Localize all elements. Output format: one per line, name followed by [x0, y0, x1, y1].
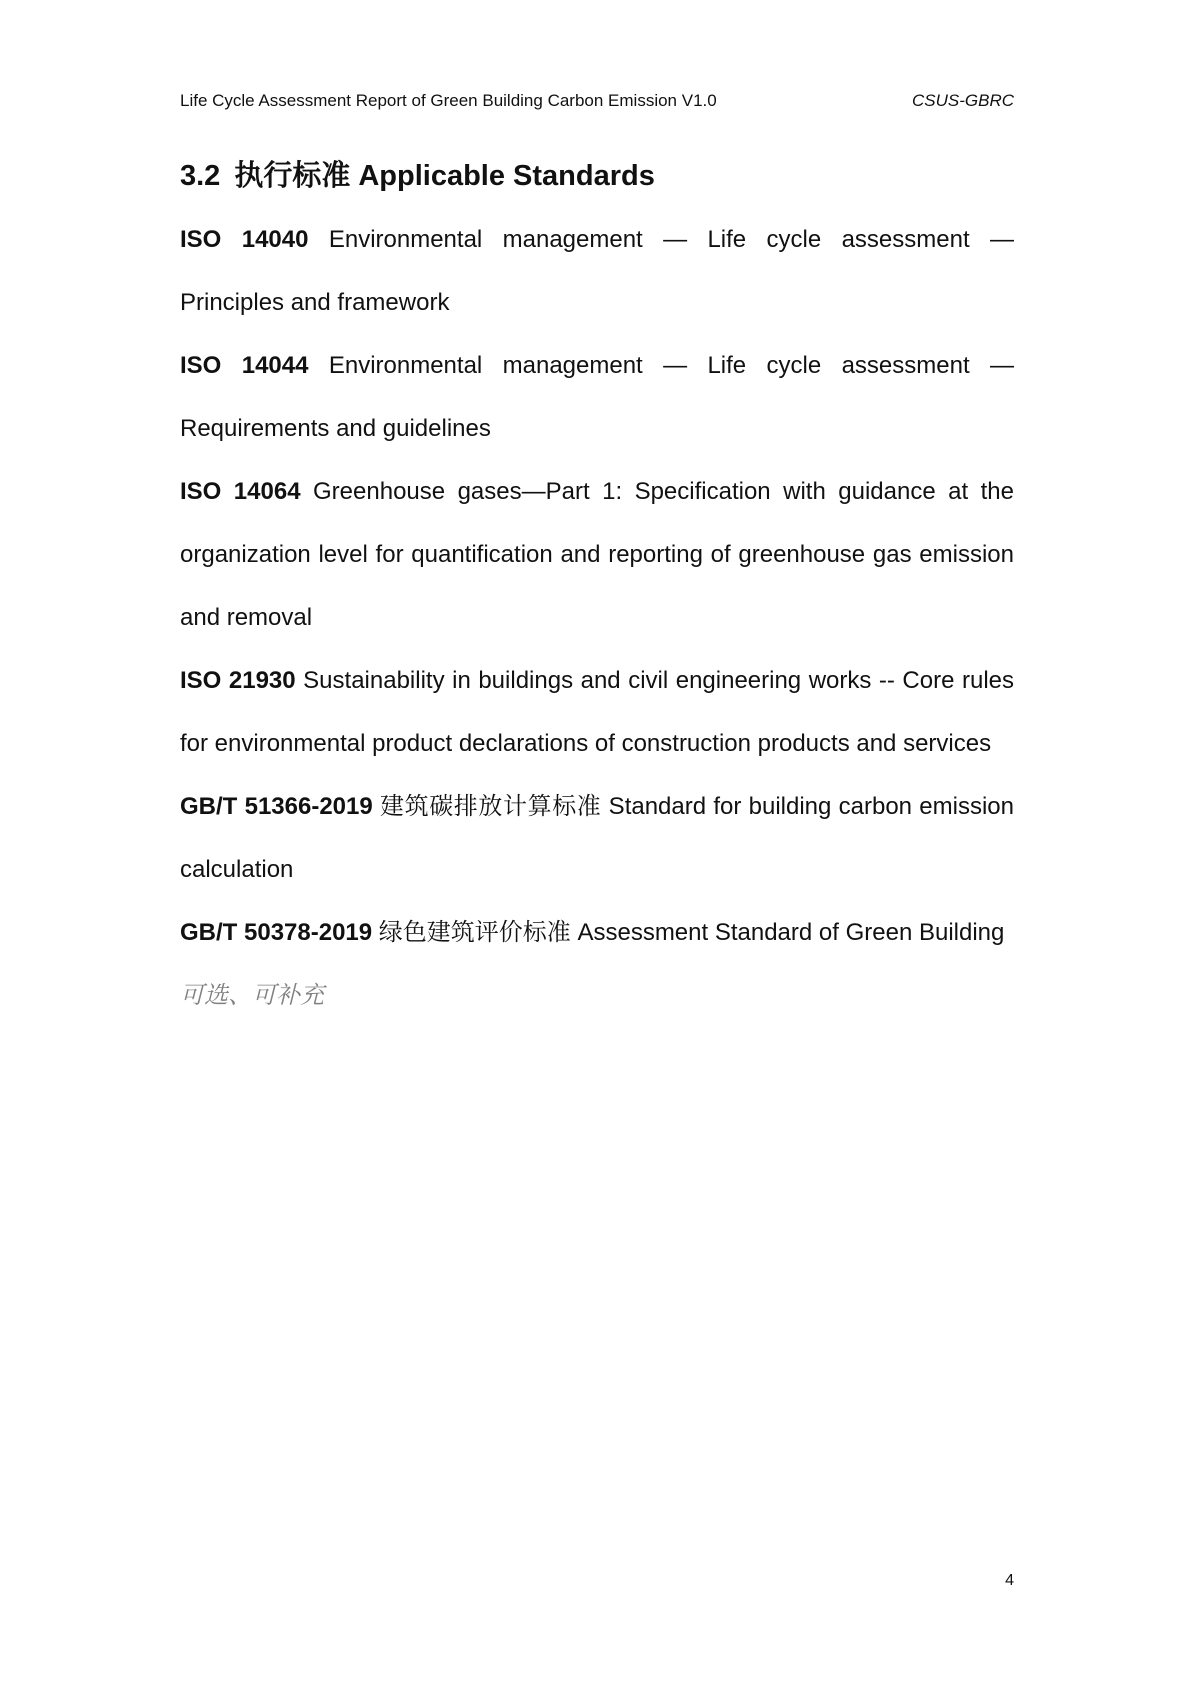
page-number: 4 — [1005, 1572, 1014, 1589]
standard-description: 绿色建筑评价标准 Assessment Standard of Green Building — [378, 919, 1005, 946]
standard-code: GB/T 50378-2019 — [180, 919, 373, 946]
organization-header: CSUS-GBRC — [911, 91, 1014, 110]
standard-item — [180, 901, 1014, 964]
standard-description: Greenhouse gases—Part 1: Specification with guidance at the organization level for quantification and reporting of greenhouse gas emission and removal — [180, 478, 1014, 631]
standard-item — [180, 460, 1014, 649]
page-header — [180, 88, 1014, 114]
section-title-zh: 执行标准 — [234, 160, 351, 192]
standard-item — [180, 775, 1014, 901]
standard-item — [180, 649, 1014, 775]
standard-item — [180, 334, 1014, 460]
standard-item — [180, 208, 1014, 334]
standard-code: ISO 21930 — [180, 667, 296, 694]
section-heading — [180, 150, 1014, 202]
standard-code: ISO 14044 — [180, 352, 309, 379]
page-content — [180, 150, 1014, 1027]
report-title-header: Life Cycle Assessment Report of Green Building Carbon Emission V1.0 — [180, 91, 717, 110]
standard-description: Environmental management — Life cycle assessment — Principles and framework — [180, 226, 1015, 316]
standard-code: ISO 14064 — [180, 478, 301, 505]
standard-code: ISO 14040 — [180, 226, 309, 253]
standard-description: Environmental management — Life cycle assessment — Requirements and guidelines — [180, 352, 1015, 442]
standard-description: Sustainability in buildings and civil engineering works -- Core rules for environmental product declarations of construction products and services — [180, 667, 1015, 757]
section-number: 3.2 — [180, 160, 221, 192]
section-title-en: Applicable Standards — [358, 160, 655, 192]
standard-code: GB/T 51366-2019 — [180, 793, 373, 820]
standard-description: 建筑碳排放计算标准 Standard for building carbon emission calculation — [180, 793, 1014, 883]
optional-note: 可选、可补充 — [180, 982, 324, 1009]
